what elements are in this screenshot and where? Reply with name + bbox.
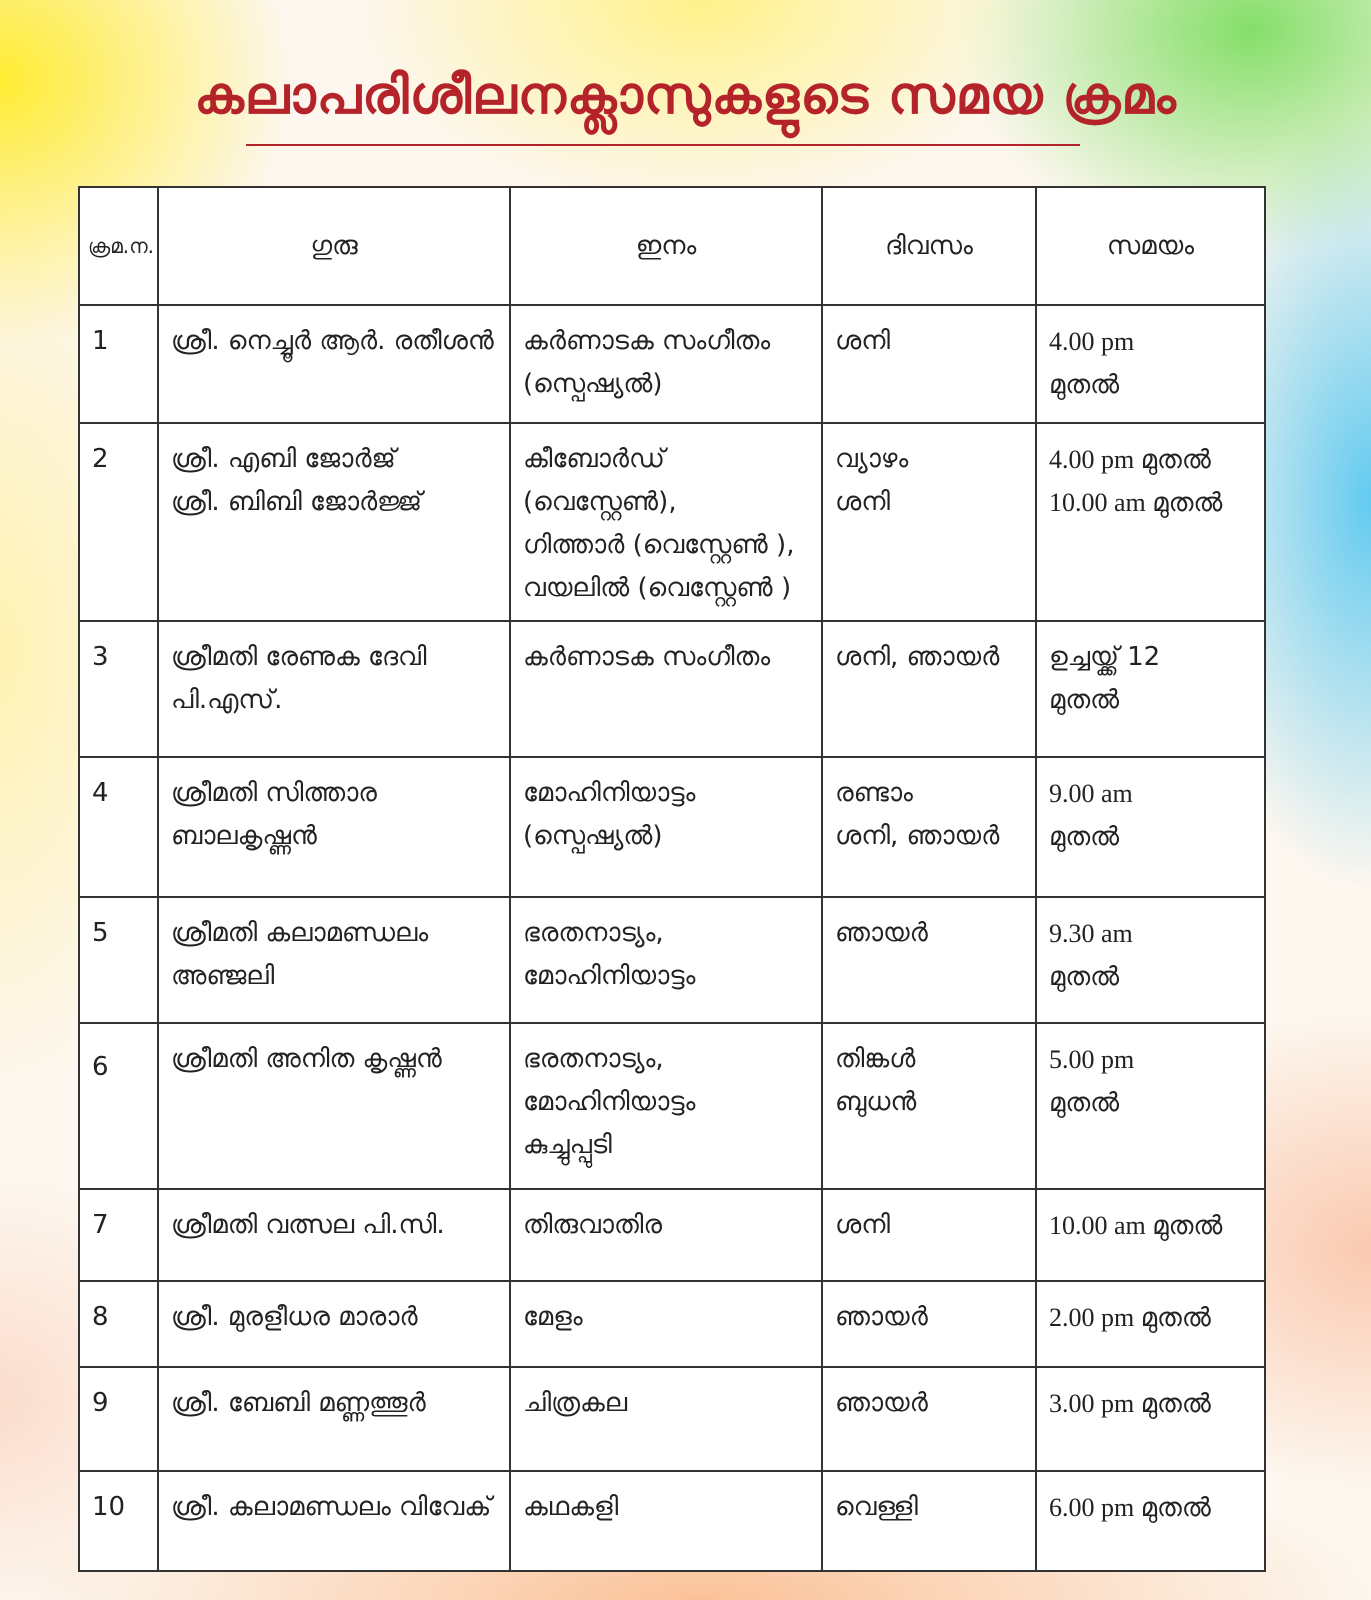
row-number: 3: [79, 621, 158, 757]
row-guru: ശ്രീമതി കലാമണ്ഡലം അഞ്ജലി: [158, 897, 510, 1023]
row-item: കഥകളി: [510, 1471, 822, 1571]
row-item: തിരുവാതിര: [510, 1189, 822, 1281]
page-title: കലാപരിശീലനക്ലാസുകളുടെ സമയ ക്രമം: [194, 66, 1177, 126]
row-guru: ശ്രീമതി അനിത കൃഷ്ണൻ: [158, 1023, 510, 1189]
header-number: ക്രമ.ന.: [79, 187, 158, 305]
row-item: ചിത്രകല: [510, 1367, 822, 1471]
row-time: 6.00 pm മുതൽ: [1036, 1471, 1265, 1571]
table-row: [79, 305, 1265, 423]
row-day: ഞായർ: [822, 1281, 1036, 1367]
row-guru: ശ്രീ. നെച്ചൂർ ആർ. രതീശൻ: [158, 305, 510, 423]
table-row: [79, 897, 1265, 1023]
header-item: ഇനം: [510, 187, 822, 305]
table-row: [79, 1189, 1265, 1281]
table-row: [79, 1471, 1265, 1571]
header-day: ദിവസം: [822, 187, 1036, 305]
row-time: 10.00 am മുതൽ: [1036, 1189, 1265, 1281]
row-day: ശനി: [822, 305, 1036, 423]
title-underline: [246, 144, 1080, 146]
row-number: 8: [79, 1281, 158, 1367]
table-row: [79, 1281, 1265, 1367]
row-time: 5.00 pm മുതൽ: [1036, 1023, 1265, 1189]
row-guru: ശ്രീമതി വത്സല പി.സി.: [158, 1189, 510, 1281]
row-guru: ശ്രീ. ബേബി മണ്ണത്തൂർ: [158, 1367, 510, 1471]
schedule-table: [78, 186, 1266, 1572]
row-item: മേളം: [510, 1281, 822, 1367]
table-row: [79, 1023, 1265, 1189]
table-row: [79, 423, 1265, 621]
row-item: ഭരതനാട്യം, മോഹിനിയാട്ടം: [510, 897, 822, 1023]
row-time: 4.00 pm മുതൽ: [1036, 305, 1265, 423]
row-time: 2.00 pm മുതൽ: [1036, 1281, 1265, 1367]
row-number: 1: [79, 305, 158, 423]
row-item: കർണാടക സംഗീതം: [510, 621, 822, 757]
row-day: ഞായർ: [822, 897, 1036, 1023]
row-number: 5: [79, 897, 158, 1023]
row-day: തിങ്കൾ ബുധൻ: [822, 1023, 1036, 1189]
row-item: ഭരതനാട്യം, മോഹിനിയാട്ടം കുച്ചുപ്പുടി: [510, 1023, 822, 1189]
row-time: ഉച്ചയ്ക്ക് 12 മുതൽ: [1036, 621, 1265, 757]
row-day: വെള്ളി: [822, 1471, 1036, 1571]
header-time: സമയം: [1036, 187, 1265, 305]
row-number: 4: [79, 757, 158, 897]
table-row: [79, 1367, 1265, 1471]
row-guru: ശ്രീ. കലാമണ്ഡലം വിവേക്: [158, 1471, 510, 1571]
row-guru: ശ്രീ. എബി ജോർജ് ശ്രീ. ബിബി ജോർജ്ജ്: [158, 423, 510, 621]
row-item: കർണാടക സംഗീതം (സ്പെഷ്യൽ): [510, 305, 822, 423]
row-day: രണ്ടാം ശനി, ഞായർ: [822, 757, 1036, 897]
row-time: 3.00 pm മുതൽ: [1036, 1367, 1265, 1471]
row-day: ശനി: [822, 1189, 1036, 1281]
table-header-row: [79, 187, 1265, 305]
row-item: മോഹിനിയാട്ടം (സ്പെഷ്യൽ): [510, 757, 822, 897]
row-number: 2: [79, 423, 158, 621]
row-item: കീബോർഡ് (വെസ്റ്റേൺ), ഗിത്താർ (വെസ്റ്റേൺ ), വയലിൽ (വെസ്റ്റേൺ ): [510, 423, 822, 621]
row-number: 6: [79, 1023, 158, 1189]
header-guru: ഗുരു: [158, 187, 510, 305]
table-row: [79, 621, 1265, 757]
row-number: 9: [79, 1367, 158, 1471]
row-guru: ശ്രീമതി സിത്താര ബാലകൃഷ്ണൻ: [158, 757, 510, 897]
row-time: 4.00 pm മുതൽ 10.00 am മുതൽ: [1036, 423, 1265, 621]
row-time: 9.30 am മുതൽ: [1036, 897, 1265, 1023]
row-day: വ്യാഴം ശനി: [822, 423, 1036, 621]
row-number: 10: [79, 1471, 158, 1571]
row-day: ശനി, ഞായർ: [822, 621, 1036, 757]
row-guru: ശ്രീമതി രേണുക ദേവി പി.എസ്.: [158, 621, 510, 757]
row-time: 9.00 am മുതൽ: [1036, 757, 1265, 897]
row-guru: ശ്രീ. മുരളീധര മാരാർ: [158, 1281, 510, 1367]
row-day: ഞായർ: [822, 1367, 1036, 1471]
row-number: 7: [79, 1189, 158, 1281]
table-row: [79, 757, 1265, 897]
